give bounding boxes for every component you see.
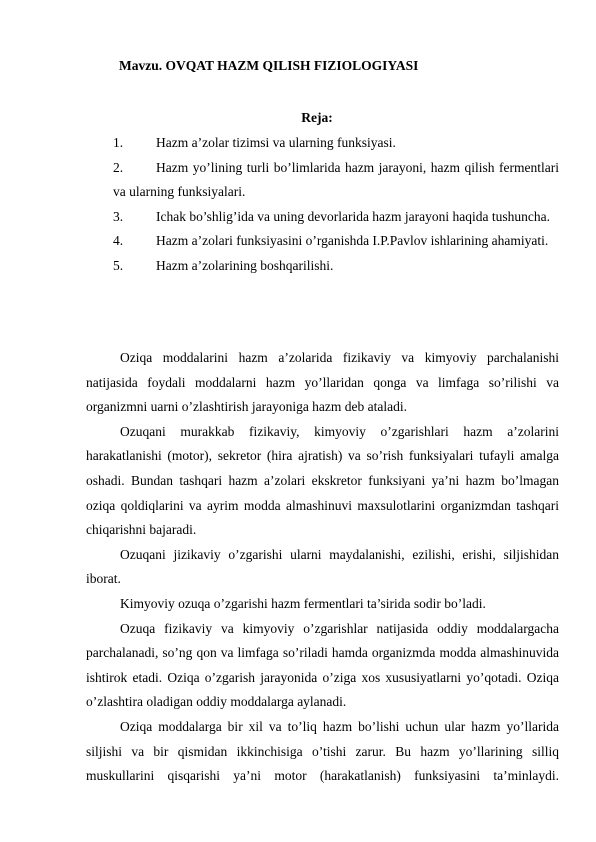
plan-item-number: 3. [113, 208, 124, 224]
paragraph: Ozuqa fizikaviy va kimyoviy o’zgarishlar natijasida oddiy moddalargacha parchalanadi, so’ng qon va limfaga so’riladi hamda organizmda modda almashinuvida ishtirok etadi. Oziqa o’zgarish jarayonida o’ziga xos xususiyatlarni yo’qotadi. Oziqa o’zlashtira oladigan oddiy moddalarga aylanadi. [86, 620, 559, 710]
plan-item-number: 2. [113, 159, 124, 175]
plan-list [113, 131, 559, 279]
document-title: Mavzu. OVQAT HAZM QILISH FIZIOLOGIYASI [119, 58, 419, 73]
paragraph: Oziqa moddalarga bir xil va to’liq hazm bo’lishi uchun ular hazm yo’llarida siljishi va bir qismidan ikkinchisiga o’tishi zarur. Bu hazm yo’llarining silliq muskullarini qisqarishi ya’ni motor (harakatlanish) funksiyasini ta’minlaydi. [86, 718, 559, 784]
plan-item-text: Hazm a’zolar tizimsi va ularning funksiyasi. [156, 135, 396, 150]
plan-item [113, 254, 559, 279]
plan-item-number: 1. [113, 135, 124, 150]
plan-item [113, 229, 559, 254]
paragraph: Kimyoviy ozuqa o’zgarishi hazm fermentlari ta’sirida sodir bo’ladi. [120, 595, 486, 611]
plan-item-text: Hazm yo’lining turli bo’limlarida hazm jarayoni, hazm qilish fermentlari va ularning funksiyalari. [113, 159, 559, 200]
paragraph: Oziqa moddalarini hazm a’zolarida fizikaviy va kimyoviy parchalanishi natijasida foydali moddalarni hazm yo’llaridan qonga va limfaga so’rilishi va organizmni uarni o’zlashtirish jarayoniga hazm deb ataladi. [86, 350, 559, 415]
plan-item [113, 205, 559, 230]
plan-heading: Reja: [301, 110, 333, 125]
plan-item-text: Ichak bo’shlig’ida va uning devorlarida hazm jarayoni haqida tushuncha. [156, 208, 550, 224]
plan-item [113, 131, 559, 156]
body-text [86, 346, 559, 789]
plan-item [113, 156, 559, 205]
plan-item-number: 5. [113, 257, 124, 273]
paragraph: Ozuqani murakkab fizikaviy, kimyoviy o’zgarishlari hazm a’zolarini harakatlanishi (motor), sekretor (hira ajratish) va so’rish funksiyalari tufayli amalga oshadi. Bundan tashqari hazm a’zolari ekskretor funksiyani ya’ni hazm bo’lmagan oziqa qoldiqlarini va ayrim modda almashinuvi maxsulotlarini organizmdan tashqari chiqarishni bajaradi. [86, 423, 559, 538]
plan-item-text: Hazm a’zolarining boshqarilishi. [156, 257, 334, 273]
plan-item-number: 4. [113, 233, 124, 249]
plan-item-text: Hazm a’zolari funksiyasini o’rganishda I.P.Pavlov ishlarining ahamiyati. [156, 233, 549, 249]
paragraph: Ozuqani jizikaviy o’zgarishi ularni maydalanishi, ezilishi, erishi, siljishidan iborat. [86, 546, 559, 587]
